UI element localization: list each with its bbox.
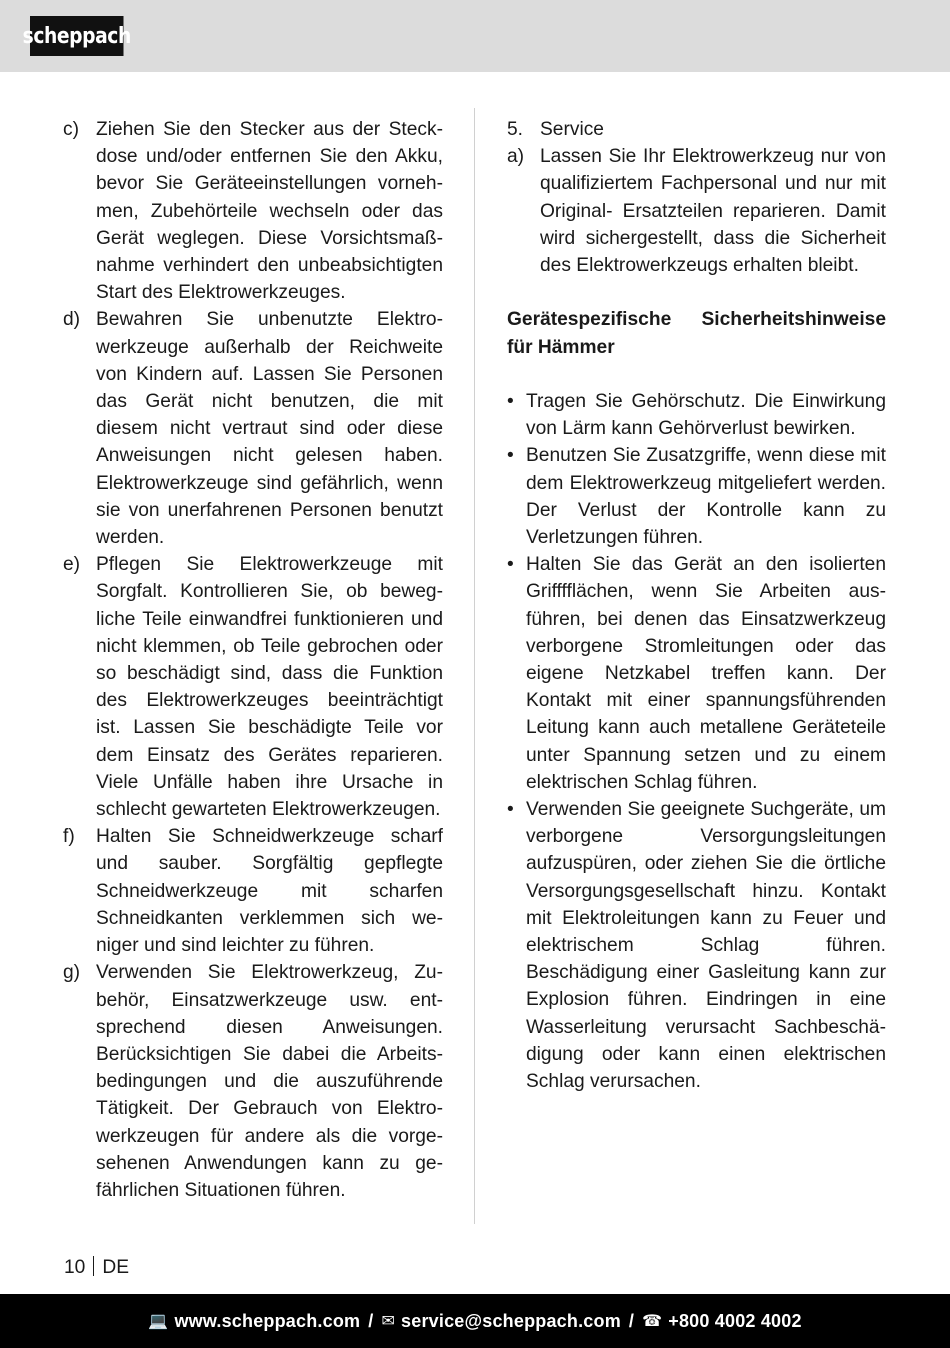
bullet-text: Benutzen Sie Zusatzgriffe, wenn diese mit dem Elektrowerkzeug mitgeliefert werden. Der Verlust der Kontrolle kann zu Verletzungen führen.	[526, 445, 886, 549]
item-label: a)	[507, 146, 525, 168]
list-item	[63, 306, 443, 551]
item-text: Bewahren Sie unbenutzte Elektrowerkzeuge außerhalb der Reichweite von Kindern auf. Lassen Sie Personen das Gerät nicht benutzen, die mit diesem nicht vertraut sind oder diese Anweisungen nicht gelesen haben. Elektrowerkzeuge sind gefährlich, wenn sie von unerfahrenen Personen benutzt werden.	[96, 309, 443, 549]
website-link[interactable]: www.scheppach.com	[174, 1310, 361, 1331]
telephone-icon: ☎	[642, 1313, 663, 1330]
bullet-icon: •	[507, 391, 514, 412]
list-item	[63, 823, 443, 959]
email-link[interactable]: service@scheppach.com	[401, 1310, 621, 1331]
bullet-item	[507, 796, 886, 1095]
phone-number[interactable]: +800 4002 4002	[668, 1310, 802, 1331]
page-footer	[64, 1254, 129, 1281]
page-header	[0, 0, 950, 72]
left-column	[63, 116, 443, 1204]
list-item	[63, 959, 443, 1204]
item-text: Lassen Sie Ihr Elektrowerkzeug nur von qualifiziertem Fachpersonal und nur mit Original- Ersatzteilen reparieren. Damit wird sichergestellt, dass die Sicherheit des Elektrowerkzeugs erhalten bleibt.	[540, 146, 886, 277]
item-text: Halten Sie Schneidwerkzeuge scharf und sauber. Sorgfältig gepflegte Schneidwerkzeuge mit scharfen Schneidkanten verklemmen sich weniger und sind leichter zu führen.	[96, 826, 443, 957]
column-divider	[474, 108, 475, 1224]
bullet-item	[507, 442, 886, 551]
item-label: c)	[63, 119, 79, 140]
page-separator	[93, 1256, 94, 1276]
contact-bar	[0, 1294, 950, 1348]
language-code: DE	[102, 1257, 129, 1278]
item-label: f)	[63, 826, 75, 848]
bullet-icon: •	[507, 554, 514, 576]
item-label: e)	[63, 554, 81, 576]
hammer-safety-heading: Gerätespezifische Sicherheitshinweise für Hämmer	[507, 309, 886, 358]
list-item	[63, 116, 443, 306]
separator: /	[368, 1310, 374, 1331]
bullet-text: Halten Sie das Gerät an den isolierten Grifffflächen, wenn Sie Arbeiten ausführen, bei denen das Einsatzwerkzeug verborgene Stromleitungen oder das eigene Netzkabel treffen kann. Der Kontakt mit einer spannungsführenden Leitung kann auch metallene Geräteteile unter Spannung setzen und zu einem elektrischen Schlag führen.	[526, 554, 886, 793]
item-text: Pflegen Sie Elektrowerkzeuge mit Sorgfalt. Kontrollieren Sie, ob bewegliche Teile einwandfrei funktionieren und nicht klemmen, ob Teile gebrochen oder so beschädigt sind, dass die Funktion des Elektrowerkzeuges beeinträchtigt ist. Lassen Sie beschädigte Teile vor dem Einsatz des Gerätes reparieren. Viele Unfälle haben ihre Ursache in schlecht gewarteten Elektrowerkzeugen.	[96, 554, 443, 821]
bullet-text: Tragen Sie Gehörschutz. Die Einwirkung von Lärm kann Gehörverlust bewirken.	[526, 391, 886, 440]
item-label: d)	[63, 309, 81, 331]
list-item	[63, 551, 443, 823]
bullet-item	[507, 551, 886, 796]
right-column	[507, 116, 886, 1095]
section-title: Service	[540, 119, 604, 140]
bullet-text: Verwenden Sie geeignete Suchgeräte, um verborgene Versorgungsleitungen aufzuspüren, oder ziehen Sie die örtliche Versorgungsgesellschaft hinzu. Kontakt mit Elektroleitungen kann zu Feuer und elektrischem Schlag führen. Beschädigung einer Gasleitung kann zur Explosion führen. Eindringen in eine Wasserleitung verursacht Sachbeschädigung oder kann einen elektrischen Schlag verursachen.	[526, 799, 886, 1093]
item-text: Ziehen Sie den Stecker aus der Steckdose und/oder entfernen Sie den Akku, bevor Sie Geräteeinstellungen vornehmen, Zubehörteile wechseln oder das Gerät weglegen. Diese Vorsichtsmaßnahme verhindert den unbeabsichtigten Start des Elektrowerkzeuges.	[96, 119, 443, 304]
bullet-icon: •	[507, 445, 514, 467]
section-number: 5.	[507, 119, 524, 140]
section-heading-service	[507, 116, 886, 143]
list-item	[507, 143, 886, 279]
scheppach-logo: scheppach	[30, 16, 124, 56]
computer-icon: 💻	[148, 1313, 169, 1330]
separator: /	[628, 1310, 635, 1331]
item-text: Verwenden Sie Elektrowerkzeug, Zubehör, Einsatzwerkzeuge usw. entsprechend diesen Anweisungen. Berücksichtigen Sie dabei die Arbeitsbedingungen und die auszuführende Tätigkeit. Der Gebrauch von Elektrowerkzeugen für andere als die vorgesehenen Anwendungen kann zu gefährlichen Situationen führen.	[96, 962, 443, 1201]
bullet-icon: •	[507, 799, 514, 821]
page-number: 10	[64, 1257, 86, 1278]
item-label: g)	[63, 962, 81, 984]
bullet-item	[507, 388, 886, 442]
envelope-icon: ✉	[381, 1313, 396, 1330]
